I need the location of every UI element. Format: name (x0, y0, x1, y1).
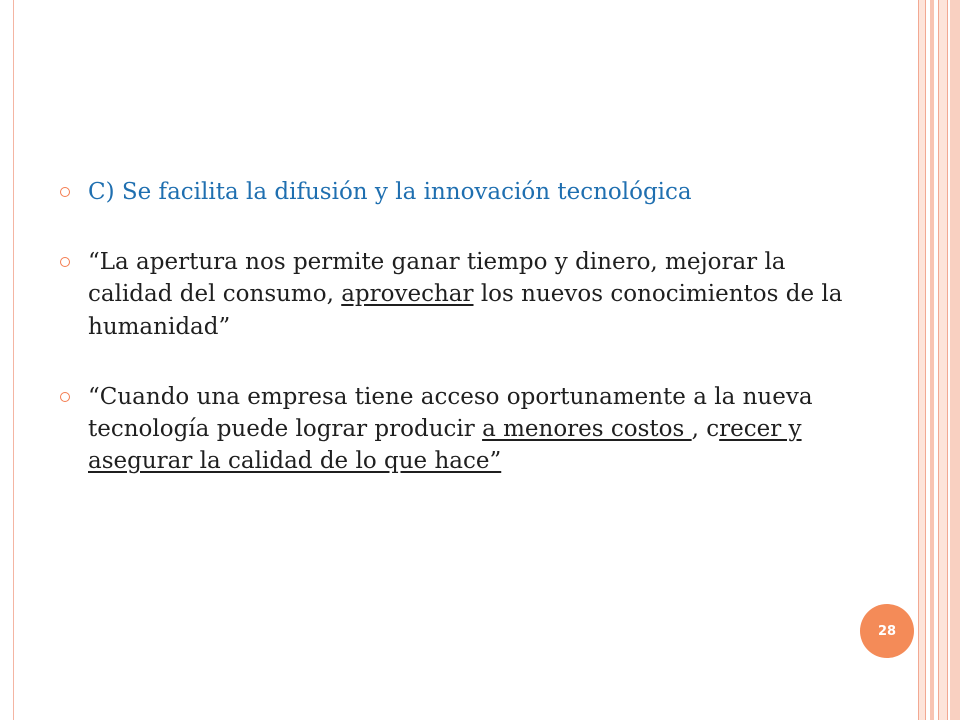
bullet-text: “Cuando una empresa tiene acceso oportunamente a la nueva tecnología puede lograr producir (88, 383, 813, 442)
right-decor-stripe (950, 0, 960, 720)
right-decor-stripe (938, 0, 948, 720)
right-decor-stripe (918, 0, 926, 720)
underlined-text: aprovechar (341, 281, 474, 308)
bullet-text: C) Se facilita la difusión y la innovación tecnológica (88, 179, 692, 205)
bullet-item (56, 246, 846, 343)
underlined-text: a menores costos (482, 415, 692, 442)
bullet-text: “La apertura nos permite ganar tiempo y dinero, mejorar la calidad del consumo, (88, 249, 786, 308)
slide-content (56, 176, 846, 515)
bullet-ring-icon (60, 187, 70, 197)
page-number-badge (860, 604, 914, 658)
bullet-item (56, 381, 846, 478)
bullet-text: , c (691, 415, 720, 442)
bullet-ring-icon (60, 257, 70, 267)
page-number: 28 (877, 623, 897, 639)
bullet-item (56, 176, 846, 208)
right-decor-stripe (930, 0, 934, 720)
underlined-text: recer y asegurar la calidad de lo que hace” (88, 415, 802, 475)
bullet-ring-icon (60, 392, 70, 402)
left-frame-line (0, 0, 14, 720)
bullet-text: los nuevos conocimientos de la humanidad” (88, 281, 843, 340)
